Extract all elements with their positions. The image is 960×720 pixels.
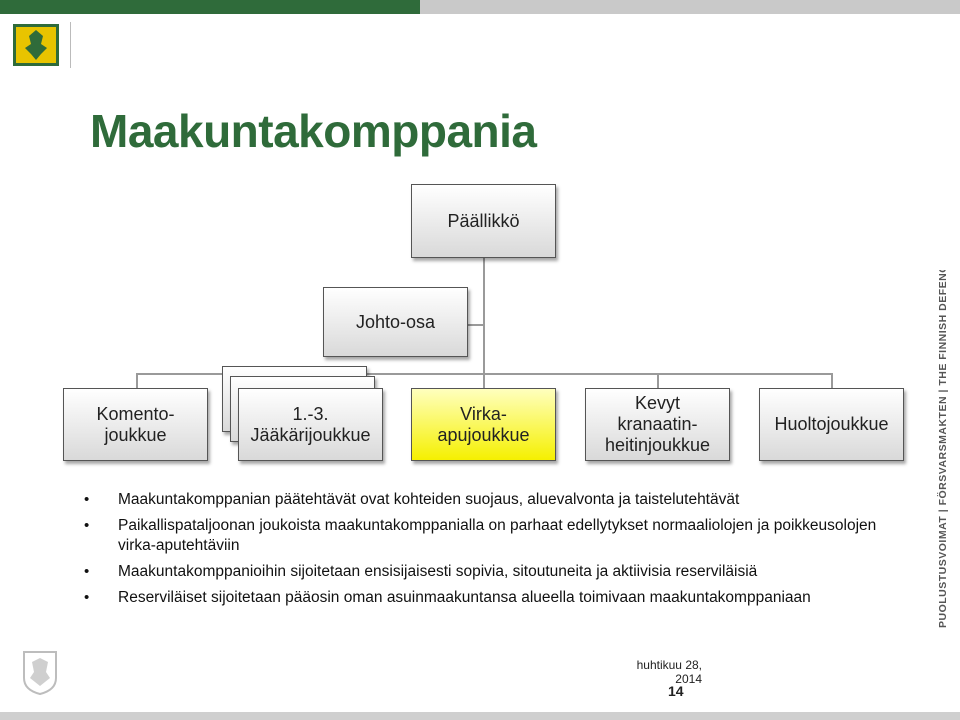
box-jaakarijoukkue xyxy=(238,388,383,461)
side-brand-label: PUOLUSTUSVOIMAT | FÖRSVARSMAKTEN | THE FINNISH DEFENCE FORCES xyxy=(937,270,949,628)
bullet-item: • Maakuntakomppanian päätehtävät ovat kohteiden suojaus, aluevalvonta ja taistelutehtävät xyxy=(80,490,880,510)
bullet-item: • Reserviläiset sijoitetaan pääosin oman asuinmaakuntansa alueella toimivaan maakuntakomppaniaan xyxy=(80,588,880,608)
box-jaakarijoukkue-label: 1.-3. Jääkärijoukkue xyxy=(250,403,371,445)
page-title: Maakuntakomppania xyxy=(90,105,537,157)
bottom-bar xyxy=(0,712,960,720)
footer-date: huhtikuu 28, 2014 xyxy=(636,658,702,686)
top-bar-accent xyxy=(0,0,420,14)
connector-kevyt xyxy=(657,373,659,389)
box-kevyt-kranaatinheitinjoukkue xyxy=(585,388,730,461)
page-number: 14 xyxy=(668,683,684,699)
header-separator xyxy=(70,22,71,68)
defence-forces-logo-icon xyxy=(13,24,59,66)
connector-virka xyxy=(483,373,485,389)
box-komentojoukkue-label: Komento- joukkue xyxy=(96,403,175,445)
side-brand-text xyxy=(930,270,954,630)
box-huoltojoukkue-label: Huoltojoukkue xyxy=(774,414,889,434)
box-johto-osa-label: Johto-osa xyxy=(355,311,436,332)
box-komentojoukkue xyxy=(63,388,208,461)
crest-watermark-icon xyxy=(22,650,58,696)
bullet-list xyxy=(80,490,880,614)
box-virka-apujoukkue-label: Virka- apujoukkue xyxy=(437,403,530,445)
box-paallikko-label: Päällikkö xyxy=(447,210,520,231)
box-kevyt-label: Kevyt kranaatin- heitinjoukkue xyxy=(604,393,711,455)
bullet-item: • Maakuntakomppanioihin sijoitetaan ensisijaisesti sopivia, sitoutuneita ja aktiivisia reserviläisiä xyxy=(80,562,880,582)
box-virka-apujoukkue xyxy=(411,388,556,461)
box-johto-osa xyxy=(323,287,468,357)
connector-huolto xyxy=(831,373,833,389)
connector-top-vertical xyxy=(483,258,485,374)
box-paallikko xyxy=(411,184,556,258)
connector-johto xyxy=(468,324,484,326)
connector-komento xyxy=(136,373,138,389)
box-huoltojoukkue xyxy=(759,388,904,461)
bullet-item: • Paikallispataljoonan joukoista maakuntakomppanialla on parhaat edellytykset normaaliolojen ja poikkeusolojen virka-aputehtäviin xyxy=(80,516,880,556)
